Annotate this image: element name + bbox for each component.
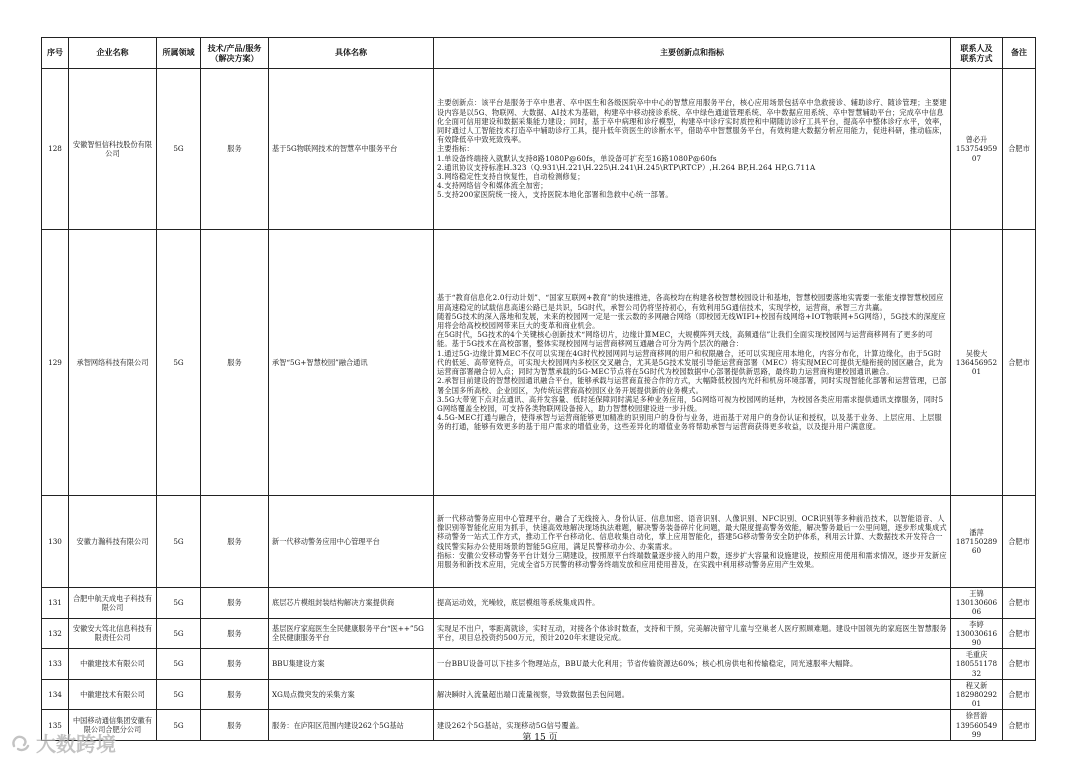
innovation-line: 指标：安徽公安移动警务平台计划分三期建设，按照原平台终端数量逐步接入的用户数，逐步扩大容量和设施建设，按照应用使用和需求情况，逐步开发新应用服务和新技术应用，完成全省5万民警的移动警务终端发放和应用使用普及，在实践中利用移动警务应用产生效果。 — [437, 550, 947, 569]
contact-cell: 王锦 13013060606 — [951, 588, 1003, 619]
company-name-cell: 安徽力瀚科技有限公司 — [69, 496, 157, 588]
company-name-cell: 安徽安大笃北信息科技有限责任公司 — [69, 618, 157, 649]
innovation-line: 3.网络稳定性支持自恢复性，自动检测修复； — [437, 172, 585, 181]
remark-cell: 合肥市 — [1003, 679, 1036, 710]
contact-cell: 吴俊大 13645695201 — [951, 230, 1003, 496]
header-company: 企业名称 — [69, 38, 157, 69]
innovation-line: 实现足不出户，零距离就诊，实时互动，对接各个体诊时数查，支持和干预，完美解决留守儿童与空巢老人医疗照顾难题。建设中国领先的家庭医生智慧服务平台，项目总投资约500万元，预计2020年末建设完成。 — [437, 624, 947, 643]
brand-logo-icon — [10, 732, 32, 754]
field-cell: 5G — [157, 679, 201, 710]
table-body — [42, 69, 1036, 741]
tech-type-cell: 服务 — [201, 679, 269, 710]
header-name: 具体名称 — [269, 38, 434, 69]
specific-name-cell: BBU集建设方案 — [269, 649, 434, 680]
enterprise-table — [41, 37, 1036, 741]
innovation-cell — [434, 649, 951, 680]
innovation-line: 一台BBU设备可以下挂多个物理站点，BBU最大化利用；节省传输资源达60%；核心机房供电和传输稳定，同光速服率大幅降。 — [437, 659, 858, 669]
innovation-cell — [434, 588, 951, 619]
innovation-cell — [434, 69, 951, 230]
specific-name-cell: 承智“5G+智慧校园”融合通讯 — [269, 230, 434, 496]
tech-type-cell: 服务 — [201, 230, 269, 496]
row-index-cell: 133 — [42, 649, 69, 680]
innovation-line: 2.通讯协议支持标准H.323（Q.931\H.221\H.225\H.241\H.245\RTP\RTCP）,H.264 BP,H.264 HP,G.711A — [437, 162, 816, 172]
table-row — [42, 588, 1036, 619]
field-cell: 5G — [157, 496, 201, 588]
specific-name-cell: XG局点微突发的采集方案 — [269, 679, 434, 710]
innovation-line: 2.承智目前建设的智慧校园通讯融合平台，能够承载与运营商直接合作的方式，大幅降低校园内光纤和机房环境部署，同时实现智能化部署和运营管理，已部署全国多所高校、企业园区，为传统运营商高校园区业务开展提供新的业务模式。 — [437, 376, 947, 395]
field-cell: 5G — [157, 230, 201, 496]
remark-cell: 合肥市 — [1003, 710, 1036, 741]
row-index-cell: 130 — [42, 496, 69, 588]
contact-cell: 程又新 18298029201 — [951, 679, 1003, 710]
contact-cell: 李婷 13003061690 — [951, 618, 1003, 649]
field-cell: 5G — [157, 588, 201, 619]
company-name-cell: 安徽智恒信科技股份有限公司 — [69, 69, 157, 230]
contact-cell: 毛重庆 18055117832 — [951, 649, 1003, 680]
table-row — [42, 69, 1036, 230]
innovation-line: 建设262个5G基站，实现移动5G信号覆盖。 — [437, 720, 584, 730]
contact-cell: 曾必升 15375495907 — [951, 69, 1003, 230]
tech-type-cell: 服务 — [201, 618, 269, 649]
header-innovation: 主要创新点和指标 — [434, 38, 951, 69]
table-row — [42, 679, 1036, 710]
innovation-line: 在5G时代，5G技术的4个关键核心创新技术“网络切片，边缘计算MEC，大规模阵列天线，高频通信”让我们全面实现校园网与运营商移网有了更多的可能。基于5G技术在高校部署，整体实现校园网与运营商移网互通融合可分为两个层次的融合： — [437, 330, 933, 349]
company-name-cell: 合肥中航天成电子科技有限公司 — [69, 588, 157, 619]
innovation-line: 随着5G技术的深入落地和发展，未来的校园网一定是一张云数的多网融合网络（即校园无线WIFI+校园有线网络+IOT物联网+5G网络），5G技术的深度应用将会给高校校园网带来巨大的变革和商业机会。 — [437, 311, 946, 331]
remark-cell: 合肥市 — [1003, 649, 1036, 680]
tech-type-cell: 服务 — [201, 69, 269, 230]
company-name-cell: 中国移动通信集团安徽有限公司合肥分公司 — [69, 710, 157, 741]
innovation-line: 3.5G大带宽下点对点通讯、高并发容量、低时延保障同时满足多种业务应用，5G网络可视为校园网的延伸，为校园各类应用需求提供通讯支撑服务，同时5G网络覆盖全校园，可支持各类物联网设备接入，助力智慧校园建设进一步升级。 — [437, 394, 944, 413]
contact-cell: 徐晋游 13956054999 — [951, 710, 1003, 741]
header-index: 序号 — [42, 38, 69, 69]
header-tech: 技术/产品/服务 （解决方案） — [201, 38, 269, 69]
tech-type-cell: 服务 — [201, 649, 269, 680]
row-index-cell: 129 — [42, 230, 69, 496]
specific-name-cell: 基于5G物联网技术的智慧卒中服务平台 — [269, 69, 434, 230]
remark-cell: 合肥市 — [1003, 618, 1036, 649]
field-cell: 5G — [157, 649, 201, 680]
header-contact: 联系人及 联系方式 — [951, 38, 1003, 69]
specific-name-cell: 基层医疗家庭医生全民健康服务平台“医++”5G全民健康服务平台 — [269, 618, 434, 649]
innovation-cell — [434, 230, 951, 496]
field-cell: 5G — [157, 618, 201, 649]
row-index-cell: 132 — [42, 618, 69, 649]
data-table-container — [41, 37, 1035, 741]
specific-name-cell: 新一代移动警务应用中心管理平台 — [269, 496, 434, 588]
innovation-line: 1.通过5G-边缘计算MEC不仅可以实现在4G时代校园网同与运营商移网的用户和权限融合，还可以实现应用本地化，内容分布化，计算边缘化，由于5G时代的低延、高带宽特点，可实现大校园网内多校区交叉融合，尤其是5G技术发展引导能运营商部署（MEC）将实现MEC可提供无缝衔接的园区融合，此为运营商部署融合切入点；同时为智慧承载的5G-MEC节点将在5G时代为校园数据中心部署提供新思路，最终助力运营商构建校园通讯融合。 — [437, 348, 944, 377]
innovation-line: 1.单设备终端接入就默认支持8路1080P@60fs，单设备可扩充至16路1080P@60fs — [437, 153, 717, 163]
remark-cell: 合肥市 — [1003, 588, 1036, 619]
company-name-cell: 中徽建技术有限公司 — [69, 649, 157, 680]
remark-cell: 合肥市 — [1003, 496, 1036, 588]
row-index-cell: 134 — [42, 679, 69, 710]
innovation-line: 主要创新点：该平台是服务于卒中患者、卒中医生和各级医院卒中中心的智慧应用服务平台，核心应用场景包括卒中急救接诊、辅助诊疗、随诊管理；主要建设内容是以5G、物联网、大数据、AI技术为基础，构建卒中移动接诊系统、卒中绿色通道管理系统、卒中数据应用系统、卒中智慧辅助平台；完成卒中信息化全面可信用建设和数据采集能力建设；同时，基于卒中病理和诊疗模型，构建卒中诊疗实时质控和中期随访诊疗工具平台，提高卒中整体诊疗水平，效率，同时通过人工智能技术打造卒中辅助诊疗工具，提升低年资医生的诊断水平，借助卒中智慧服务平台，有效构建大数据分析应用能力，促进科研，推动临床，有效降低卒中致死致残率。 — [437, 98, 947, 145]
table-header-row — [42, 38, 1036, 69]
table-row — [42, 230, 1036, 496]
innovation-line: 4.5G-MEC打通与融合，使得承智与运营商能够更加精准的识别用户的身份与业务，进而基于对用户的身份认证和授权，以及基于业务、上层应用、上层服务的打通，能够有效更多的基于用户需求的增值业务，这些差异化的增值业务将帮助承智与运营商获得更多收益，以及提升用户满意度。 — [437, 413, 942, 432]
innovation-cell — [434, 618, 951, 649]
table-row — [42, 649, 1036, 680]
specific-name-cell: 底层芯片模组封装结构解决方案提供商 — [269, 588, 434, 619]
row-index-cell: 135 — [42, 710, 69, 741]
tech-type-cell: 服务 — [201, 496, 269, 588]
innovation-line: 4.支持网络信令和媒体流全加密； — [437, 181, 548, 191]
watermark — [10, 728, 116, 757]
innovation-line: 5.支持200家医院统一接入，支持医院本地化部署和急救中心统一部署。 — [437, 190, 673, 200]
innovation-cell — [434, 496, 951, 588]
innovation-line: 提高运动效，光噪较，底层模组等系统集成四件。 — [437, 598, 600, 608]
innovation-cell — [434, 679, 951, 710]
header-remark: 备注 — [1003, 38, 1036, 69]
contact-cell: 潘萍 18715028960 — [951, 496, 1003, 588]
innovation-line: 主要指标： — [437, 144, 474, 154]
innovation-line: 解决瞬时入流量超出端口流量视察，导致数据包丢包问题。 — [437, 690, 630, 700]
field-cell: 5G — [157, 710, 201, 741]
specific-name-cell: 服务：在庐阳区范围内建设262个5G基站 — [269, 710, 434, 741]
page-number: 第 15 页 — [522, 733, 558, 743]
tech-type-cell: 服务 — [201, 710, 269, 741]
innovation-line: 新一代移动警务应用中心管理平台，融合了无线接入、身份认证、信息加密、语音识别、人像识别、NFC识别、OCR识别等多种前沿技术，以智能语音、人像识别等智能化应用为抓手，快速高效地解决现场执法难题，解决警务装备碎片化问题，最大限度提高警务效能，解决警务最后一公里问题，逐步形成集成式移动警务一站式工作方式，推动工作平台移动化、信息收集自动化，掌上应用智能化，搭建5G移动警务安全防护体系，利用云计算、大数据技术开发符合一线民警实际办公使用场景的智能5G应用，满足民警移动办公、办案需求。 — [437, 513, 947, 551]
company-name-cell: 中徽建技术有限公司 — [69, 679, 157, 710]
remark-cell: 合肥市 — [1003, 69, 1036, 230]
field-cell: 5G — [157, 69, 201, 230]
header-field: 所属领域 — [157, 38, 201, 69]
company-name-cell: 承智网络科技有限公司 — [69, 230, 157, 496]
row-index-cell: 131 — [42, 588, 69, 619]
table-row — [42, 618, 1036, 649]
remark-cell: 合肥市 — [1003, 230, 1036, 496]
tech-type-cell: 服务 — [201, 588, 269, 619]
row-index-cell: 128 — [42, 69, 69, 230]
table-row — [42, 496, 1036, 588]
innovation-line: 基于“教育信息化2.0行动计划”、“国家互联网+教育”的快速推进，各高校均在构建各校智慧校园设计和基地，智慧校园要落地实需要一张能支撑智慧校园应用高速稳定的试载信息高速公路已是共识，5G时代，承智公司仍将坚持初心，有效利用5G通信技术，实现学校，运营商，承智三方共赢。 — [437, 293, 944, 312]
watermark-text: 大数跨境 — [36, 732, 116, 756]
